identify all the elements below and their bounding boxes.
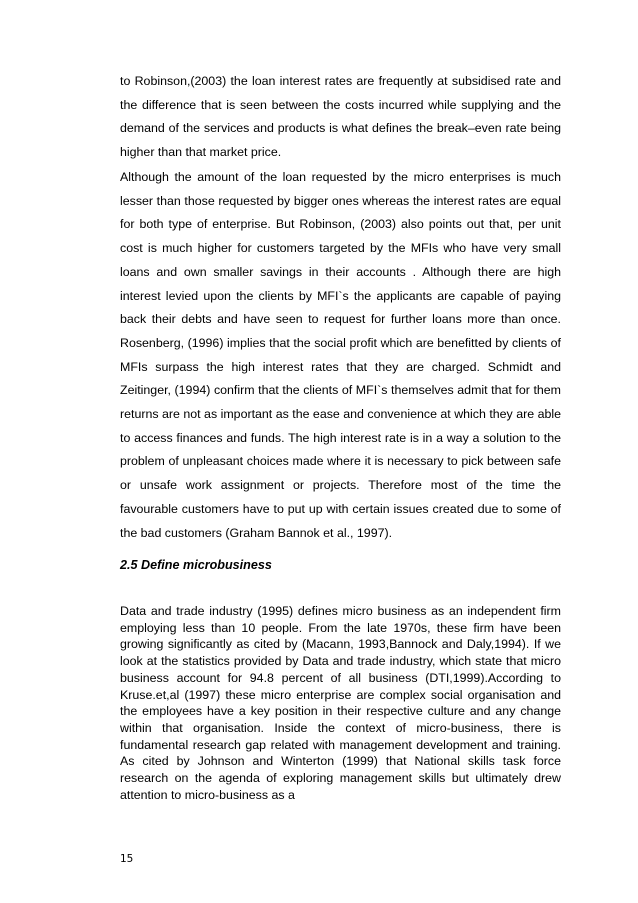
section-heading: 2.5 Define microbusiness [120, 558, 272, 572]
page-number: 15 [120, 853, 134, 865]
paragraph-3: Data and trade industry (1995) defines micro business as an independent firm employing less than 10 people. From the late 1970s, these firm have been growing significantly as cited by (Macann, 1993,Bannock and Daly,1994). If we look at the statistics provided by Data and trade industry, which state that micro business account for 94.8 percent of all business (DTI,1999).According to Kruse.et,al (1997) these micro enterprise are complex social organisation and the employees have a key position in their respective culture and any change within that organisation. Inside the context of micro-business, there is fundamental research gap related with management development and training. As cited by Johnson and Winterton (1999) that National skills task force research on the agenda of exploring management skills but ultimately drew attention to micro-business as a [120, 604, 561, 802]
paragraph-1: to Robinson,(2003) the loan interest rates are frequently at subsidised rate and the difference that is seen between the costs incurred while supplying and the demand of the services and products is what defines the break–even rate being higher than that market price. [120, 74, 561, 160]
paragraph-2: Although the amount of the loan requested by the micro enterprises is much lesser than those requested by bigger ones whereas the interest rates are equal for both type of enterprise. But Robinson, (2003) also points out that, per unit cost is much higher for customers targeted by the MFIs who have very small loans and own smaller savings in their accounts . Although there are high interest levied upon the clients by MFI`s the applicants are capable of paying back their debts and have seen to request for further loans more than once. Rosenberg, (1996) implies that the social profit which are benefitted by clients of MFIs surpass the high interest rates that they are charged. Schmidt and Zeitinger, (1994) confirm that the clients of MFI`s themselves admit that for them returns are not as important as the ease and convenience at which they are able to access finances and funds. The high interest rate is in a way a solution to the problem of unpleasant choices made where it is necessary to pick between safe or unsafe work assignment or projects. Therefore most of the time the favourable customers have to put up with certain issues created due to some of the bad customers (Graham Bannok et al., 1997). [120, 170, 561, 540]
